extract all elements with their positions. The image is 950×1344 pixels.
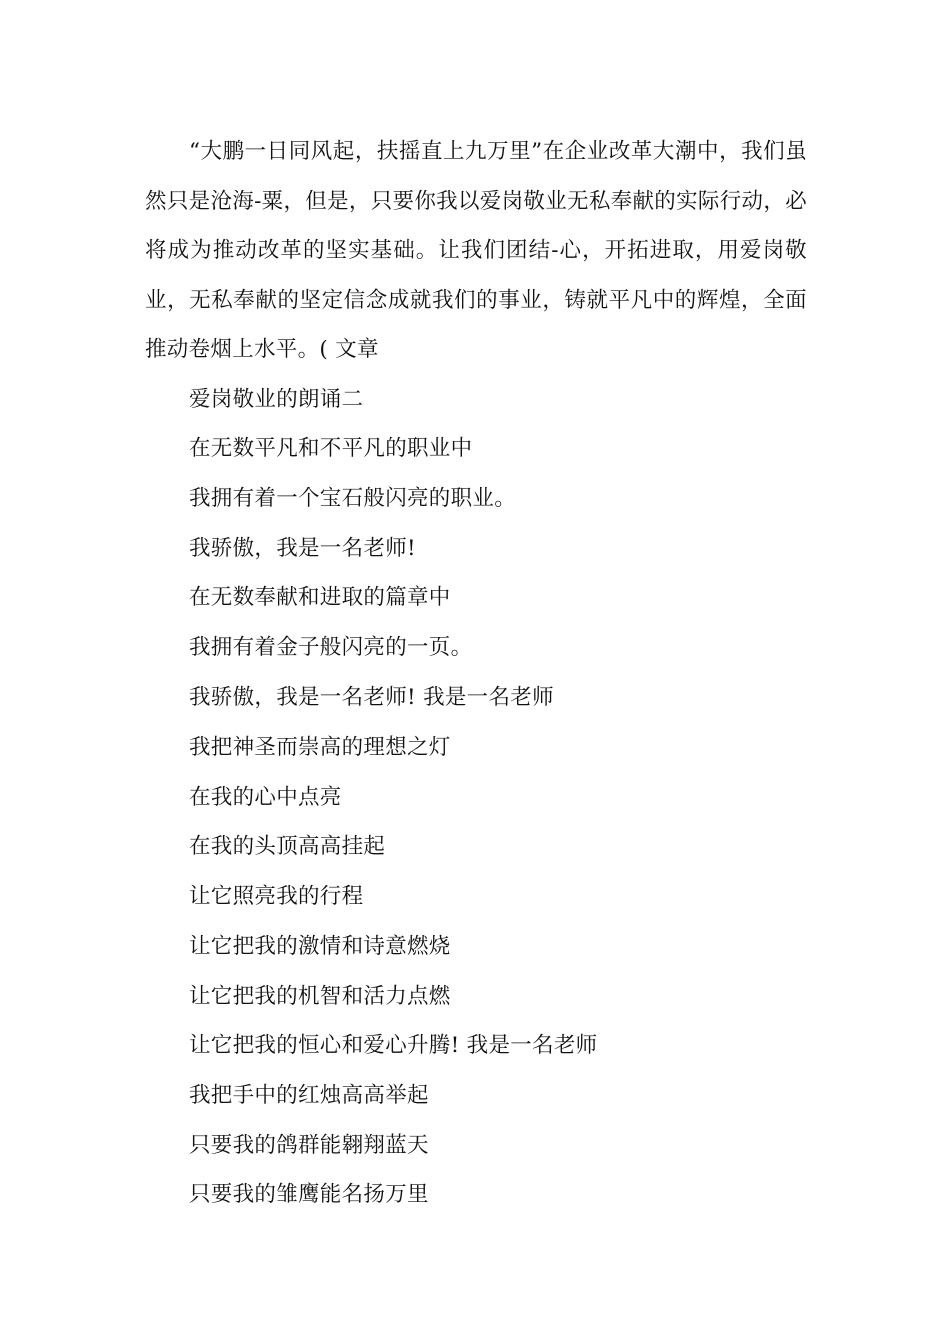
poem-line: 只要我的鸽群能翱翔蓝天 [189, 1133, 429, 1158]
poem-line: 我拥有着金子般闪亮的一页。 [189, 635, 473, 660]
poem-line: 我把神圣而崇高的理想之灯 [189, 735, 451, 760]
poem-line: 在我的心中点亮 [189, 785, 342, 810]
poem-line: 我把手中的红烛高高举起 [189, 1083, 429, 1108]
poem-line: 在无数奉献和进取的篇章中 [189, 585, 451, 610]
poem-line: 我骄傲，我是一名老师! 我是一名老师 [189, 685, 554, 710]
intro-paragraph: “大鹏一日同风起，扶摇直上九万里”在企业改革大潮中，我们虽然只是沧海-粟，但是，只要你我以爱岗敬业无私奉献的实际行动，必将成为推动改革的坚实基础。让我们团结-心，开拓进取，用爱岗敬业，无私奉献的坚定信念成就我们的事业，铸就平凡中的辉煌，全面推动卷烟上水平。( 文章 [145, 139, 807, 362]
poem-line: 在我的头顶高高挂起 [189, 834, 386, 859]
poem-line: 我拥有着一个宝石般闪亮的职业。 [189, 486, 517, 511]
poem-line: 让它把我的激情和诗意燃烧 [189, 934, 451, 959]
poem-line: 在无数平凡和不平凡的职业中 [189, 436, 473, 461]
poem-line: 让它把我的机智和活力点燃 [189, 984, 451, 1009]
poem-line: 我骄傲，我是一名老师! [189, 536, 416, 561]
poem-line: 让它把我的恒心和爱心升腾! 我是一名老师 [189, 1033, 598, 1058]
poem-line: 只要我的雏鹰能名扬万里 [189, 1182, 429, 1207]
poem-line: 让它照亮我的行程 [189, 884, 364, 909]
section-title: 爱岗敬业的朗诵二 [189, 387, 364, 412]
